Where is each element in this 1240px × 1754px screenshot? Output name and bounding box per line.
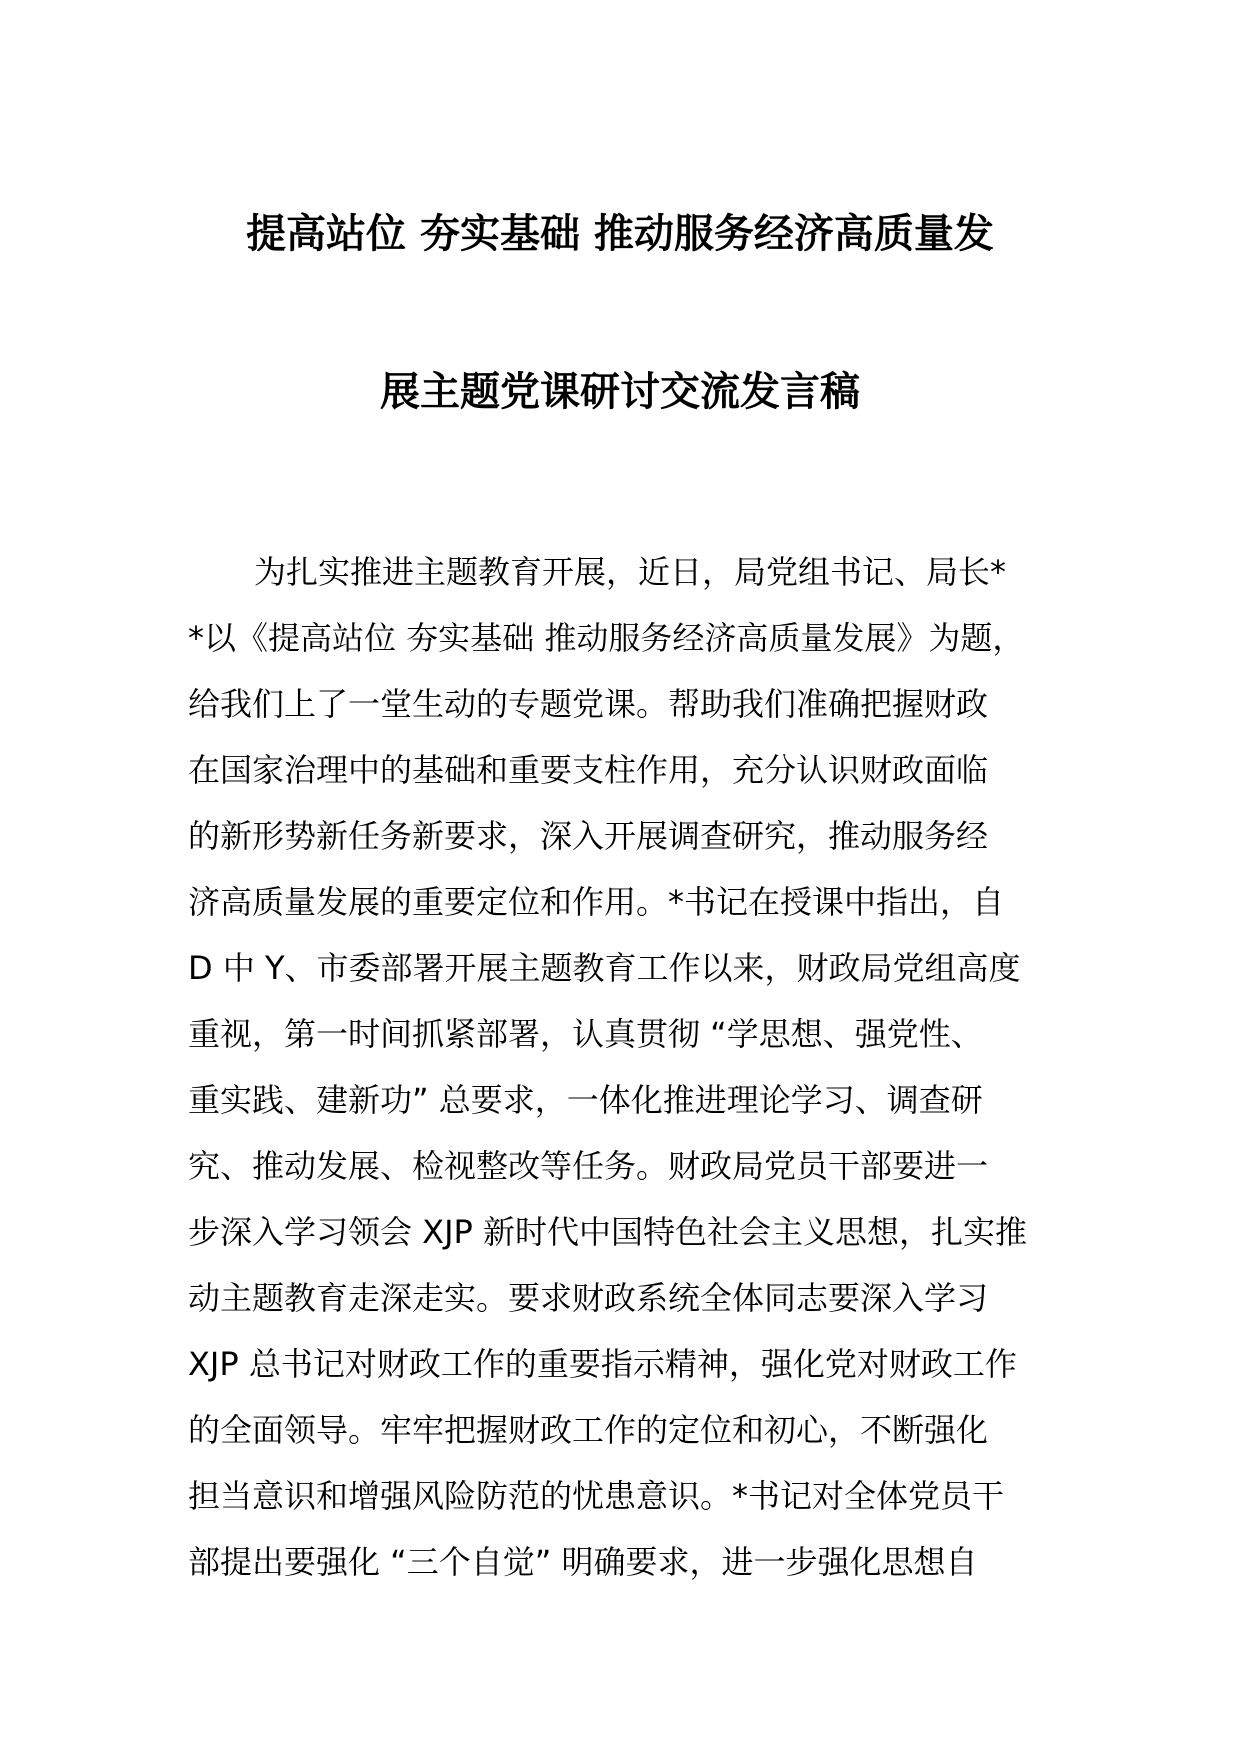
body-text-line: 重实践、建新功” 总要求，一体化推进理论学习、调查研 — [188, 1081, 983, 1119]
document-title-line-2: 展主题党课研讨交流发言稿 — [380, 369, 860, 415]
body-text-line: 动主题教育走深走实。要求财政系统全体同志要深入学习 — [188, 1279, 989, 1317]
body-text-line: 为扎实推进主题教育开展，近日，局党组书记、局长* — [254, 553, 1007, 591]
body-text-line: 在国家治理中的基础和重要支柱作用，充分认识财政面临 — [188, 751, 989, 789]
body-text-line: 重视，第一时间抓紧部署，认真贯彻 “学思想、强党性、 — [188, 1015, 983, 1053]
body-text-line: 的全面领导。牢牢把握财政工作的定位和初心，不断强化 — [188, 1411, 989, 1449]
body-text-line: XJP 总书记对财政工作的重要指示精神，强化党对财政工作 — [188, 1345, 1017, 1383]
body-text-line: D 中 Y、市委部署开展主题教育工作以来，财政局党组高度 — [188, 949, 1021, 987]
body-text-line: 的新形势新任务新要求，深入开展调查研究，推动服务经 — [188, 817, 989, 855]
document-title-line-1: 提高站位 夯实基础 推动服务经济高质量发 — [246, 211, 994, 257]
body-text-line: 部提出要强化 “三个自觉” 明确要求，进一步强化思想自 — [188, 1543, 978, 1581]
body-text-line: 究、推动发展、检视整改等任务。财政局党员干部要进一 — [188, 1147, 989, 1185]
body-text-line: *以《提高站位 夯实基础 推动服务经济高质量发展》为题， — [188, 619, 1025, 657]
body-text-line: 担当意识和增强风险防范的忧患意识。*书记对全体党员干 — [188, 1477, 1005, 1515]
body-text-line: 给我们上了一堂生动的专题党课。帮助我们准确把握财政 — [188, 685, 989, 723]
body-text-line: 步深入学习领会 XJP 新时代中国特色社会主义思想，扎实推 — [188, 1213, 1028, 1251]
body-text-line: 济高质量发展的重要定位和作用。*书记在授课中指出，自 — [188, 883, 1005, 921]
